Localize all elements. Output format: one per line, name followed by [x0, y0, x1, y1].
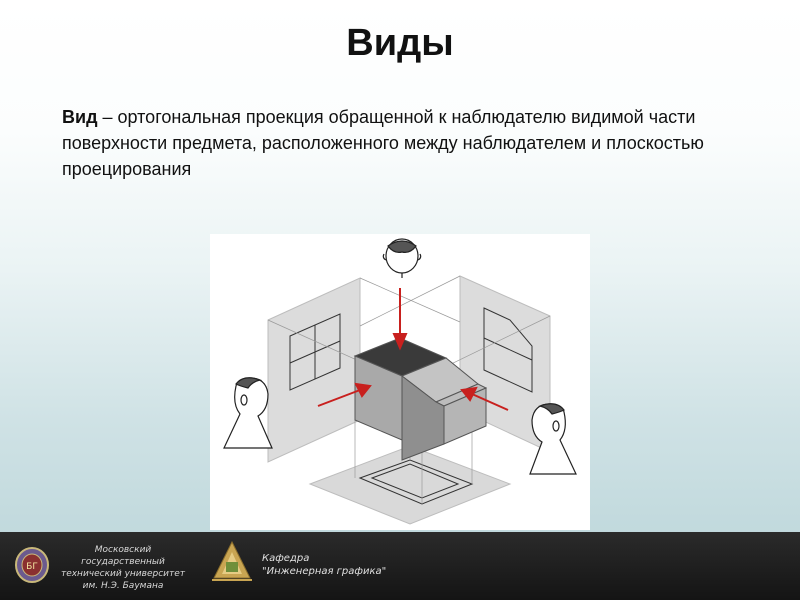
footer-bar — [0, 532, 800, 600]
university-name — [58, 544, 188, 592]
head-left-icon — [224, 378, 272, 448]
department-line-2: "Инженерная графика" — [262, 566, 387, 577]
definition-term: Вид — [62, 107, 98, 127]
projection-illustration — [210, 234, 590, 530]
university-line-2: технический университет — [60, 569, 186, 579]
department-name — [262, 552, 422, 578]
head-top-icon — [383, 239, 420, 278]
definition-paragraph — [62, 104, 742, 182]
university-line-3: им. Н.Э. Баумана — [82, 581, 164, 591]
emblem-letters: БГ — [26, 562, 38, 572]
university-emblem-icon — [14, 546, 50, 584]
department-logo-icon — [210, 540, 254, 584]
left-projection-plane — [268, 278, 360, 462]
university-line-1: Московский государственный — [81, 545, 165, 567]
slide-title: Виды — [346, 22, 454, 64]
department-line-1: Кафедра — [262, 553, 310, 564]
definition-text: – ортогональная проекция обращенной к наблюдателю видимой части поверхности предмета, расположенного между наблюдателем и плоскостью проецирования — [62, 107, 704, 179]
